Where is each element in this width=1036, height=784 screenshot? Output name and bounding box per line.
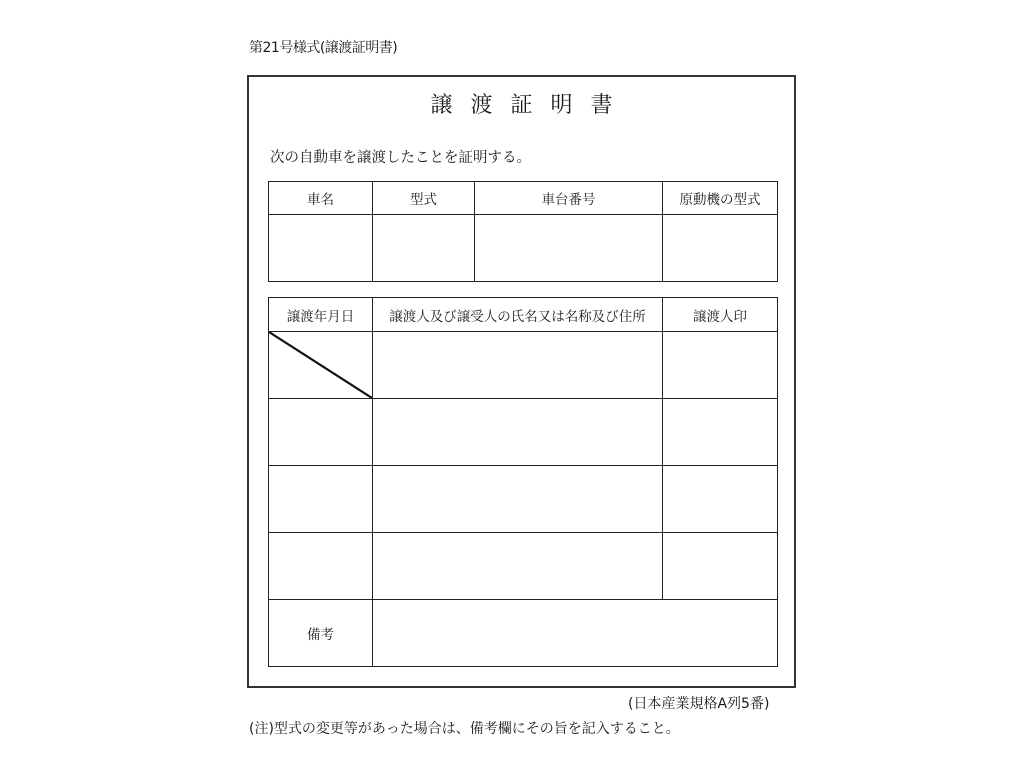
header-chassis-number: 車台番号	[475, 182, 663, 215]
header-engine-model: 原動機の型式	[663, 182, 778, 215]
parties-field[interactable]	[373, 466, 663, 533]
diagonal-strike-icon	[269, 332, 372, 398]
header-model: 型式	[373, 182, 475, 215]
table-row	[269, 332, 778, 399]
table-row	[269, 399, 778, 466]
parties-field[interactable]	[373, 399, 663, 466]
seal-field[interactable]	[663, 466, 778, 533]
transfer-date-field-crossed	[269, 332, 373, 399]
header-car-name: 車名	[269, 182, 373, 215]
engine-model-field[interactable]	[663, 215, 778, 282]
remarks-field[interactable]	[373, 600, 778, 667]
document-title: 譲渡証明書	[430, 93, 631, 118]
footnote: (注)型式の変更等があった場合は、備考欄にその旨を記入すること。	[249, 721, 680, 737]
car-name-field[interactable]	[269, 215, 373, 282]
table-row	[269, 533, 778, 600]
model-field[interactable]	[373, 215, 475, 282]
header-transferor-seal: 譲渡人印	[663, 298, 778, 332]
seal-field[interactable]	[663, 533, 778, 600]
table-row	[269, 466, 778, 533]
header-parties-name-address: 譲渡人及び譲受人の氏名又は名称及び住所	[373, 298, 663, 332]
remarks-label: 備考	[269, 600, 373, 667]
transfer-date-field[interactable]	[269, 533, 373, 600]
seal-field[interactable]	[663, 399, 778, 466]
form-number: 第21号様式(譲渡証明書)	[249, 40, 398, 56]
transfer-date-field[interactable]	[269, 466, 373, 533]
parties-field[interactable]	[373, 533, 663, 600]
parties-field[interactable]	[373, 332, 663, 399]
chassis-number-field[interactable]	[475, 215, 663, 282]
certification-statement: 次の自動車を譲渡したことを証明する。	[270, 150, 531, 166]
transfer-date-field[interactable]	[269, 399, 373, 466]
header-transfer-date: 譲渡年月日	[269, 298, 373, 332]
transfer-record-table	[268, 297, 778, 667]
vehicle-info-table	[268, 181, 778, 282]
seal-field[interactable]	[663, 332, 778, 399]
paper-size-note: (日本産業規格A列5番)	[628, 696, 770, 712]
